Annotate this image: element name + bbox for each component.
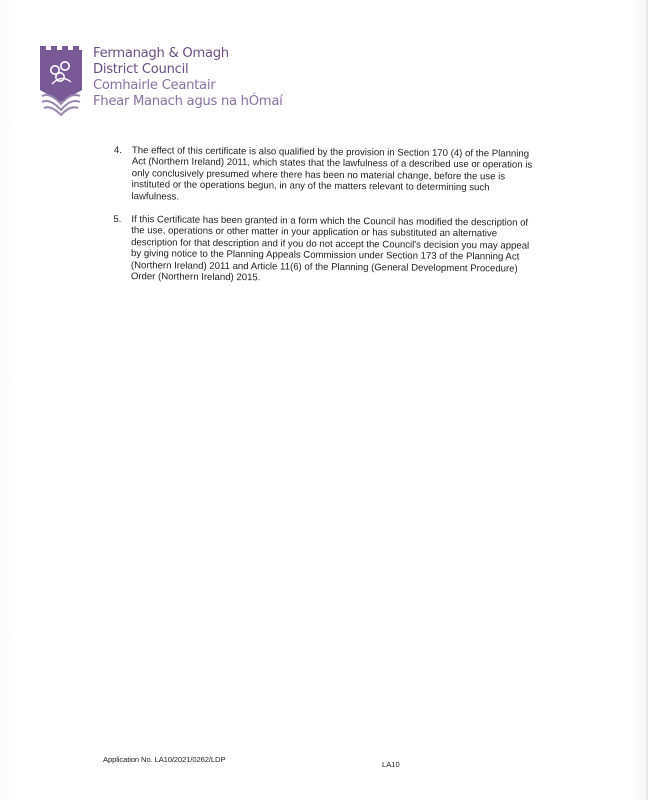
note-number: 5.: [113, 214, 122, 226]
council-name-en-line2: District Council: [93, 62, 189, 77]
council-name-ga-line1: Comhairle Ceantair: [93, 78, 216, 93]
application-number: Application No. LA10/2021/0262/LDP: [103, 755, 226, 764]
council-crest-icon: [38, 44, 84, 116]
note-paragraph: [114, 145, 534, 206]
council-name: [93, 46, 283, 110]
note-number: 4.: [113, 145, 123, 157]
note-text: The effect of this certificate is also qualified by the provision in Section 170 (4) of the Planning Act (Northern Ireland) 2011, which states that the lawfulness of a described use or operation is only conclusively presumed where there has been no material change, before the use is instituted or the operations begun, in any of the matters relevant to determining such lawfulness.: [131, 145, 533, 203]
council-name-ga-line2: Fhear Manach agus na hÓmaí: [93, 94, 283, 109]
note-paragraph: [113, 214, 534, 286]
document-code: LA10: [382, 760, 400, 769]
certificate-notes: [113, 145, 534, 298]
note-text: If this Certificate has been granted in a form which the Council has modified the description of the use, operations or other matter in your application or has substituted an alternative description for that description and if you do not accept the Council's decision you may appeal by giving notice to the Planning Appeals Commission under Section 173 of the Planning Act (Northern Ireland) 2011 and Article 11(6) of the Planning (General Development Procedure) Order (Northern Ireland) 2015.: [130, 214, 530, 284]
council-name-en-line1: Fermanagh & Omagh: [93, 46, 229, 61]
